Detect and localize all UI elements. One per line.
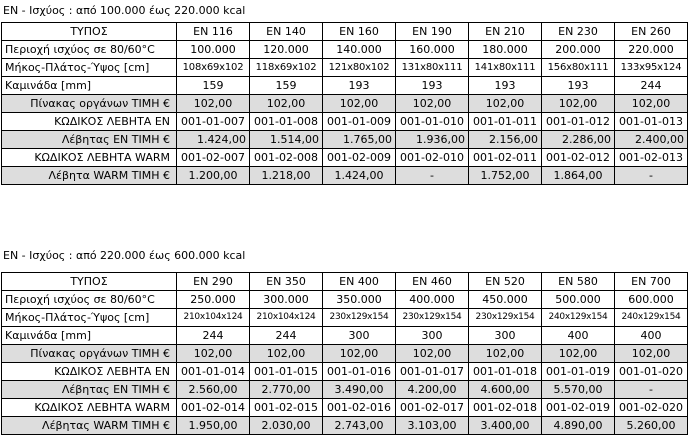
cell-value: 200.000 <box>542 41 615 59</box>
model-name: EN 400 <box>323 273 396 291</box>
cell-value: 102,00 <box>615 345 688 363</box>
cell-value: 244 <box>615 77 688 95</box>
cell-value: 450.000 <box>469 291 542 309</box>
cell-value: 400 <box>542 327 615 345</box>
row-label: Μήκος-Πλάτος-Ύψος [cm] <box>2 309 177 327</box>
cell-value: 118x69x102 <box>250 59 323 77</box>
cell-value: 193 <box>396 77 469 95</box>
model-name: EN 350 <box>250 273 323 291</box>
cell-value: 001-02-014 <box>177 399 250 417</box>
cell-value: 102,00 <box>250 95 323 113</box>
model-name: EN 520 <box>469 273 542 291</box>
cell-value: 102,00 <box>323 95 396 113</box>
cell-value: 1.514,00 <box>250 131 323 149</box>
row-label: ΚΩΔΙΚΟΣ ΛΕΒΗΤΑ WARM <box>2 399 177 417</box>
chimney-row <box>2 327 688 345</box>
cell-value: 121x80x102 <box>323 59 396 77</box>
warm-price-row <box>2 167 688 185</box>
power-row <box>2 41 688 59</box>
cell-value: 160.000 <box>396 41 469 59</box>
power-row <box>2 291 688 309</box>
cell-value: 001-02-009 <box>323 149 396 167</box>
cell-value: 001-02-012 <box>542 149 615 167</box>
panel-price-row <box>2 95 688 113</box>
cell-value: 2.156,00 <box>469 131 542 149</box>
cell-value: 001-02-010 <box>396 149 469 167</box>
row-label: Μήκος-Πλάτος-Ύψος [cm] <box>2 59 177 77</box>
cell-value: 159 <box>250 77 323 95</box>
cell-value: 102,00 <box>396 95 469 113</box>
cell-value: 102,00 <box>542 345 615 363</box>
cell-value: 102,00 <box>177 95 250 113</box>
cell-value: 1.765,00 <box>323 131 396 149</box>
cell-value: 001-01-019 <box>542 363 615 381</box>
cell-value: 1.424,00 <box>177 131 250 149</box>
cell-value: 001-02-008 <box>250 149 323 167</box>
cell-value: 001-01-018 <box>469 363 542 381</box>
cell-value: 1.752,00 <box>469 167 542 185</box>
cell-value: 001-02-016 <box>323 399 396 417</box>
cell-value: 159 <box>177 77 250 95</box>
dimensions-row <box>2 59 688 77</box>
cell-value: 230x129x154 <box>396 309 469 327</box>
en-price-row <box>2 381 688 399</box>
cell-value: 102,00 <box>177 345 250 363</box>
cell-value: 240x129x154 <box>615 309 688 327</box>
cell-value: 001-01-017 <box>396 363 469 381</box>
model-name: EN 160 <box>323 23 396 41</box>
cell-value: 001-02-011 <box>469 149 542 167</box>
cell-value: 102,00 <box>396 345 469 363</box>
model-name: EN 230 <box>542 23 615 41</box>
cell-value: 300 <box>323 327 396 345</box>
cell-value: 193 <box>323 77 396 95</box>
cell-value: 001-01-008 <box>250 113 323 131</box>
section2-title: EN - Ισχύος : από 220.000 έως 600.000 kcal <box>3 249 246 262</box>
cell-value: 001-01-009 <box>323 113 396 131</box>
model-name: EN 190 <box>396 23 469 41</box>
cell-value: - <box>396 167 469 185</box>
chimney-row <box>2 77 688 95</box>
cell-value: 244 <box>177 327 250 345</box>
cell-value: 001-01-007 <box>177 113 250 131</box>
cell-value: 4.890,00 <box>542 417 615 435</box>
panel-price-row <box>2 345 688 363</box>
cell-value: 300 <box>396 327 469 345</box>
section1-title: EN - Ισχύος : από 100.000 έως 220.000 kcal <box>3 4 246 17</box>
cell-value: 102,00 <box>323 345 396 363</box>
cell-value: 001-02-007 <box>177 149 250 167</box>
row-label: Πίνακας οργάνων ΤΙΜΗ € <box>2 345 177 363</box>
cell-value: 131x80x111 <box>396 59 469 77</box>
cell-value: - <box>615 381 688 399</box>
cell-value: 001-02-018 <box>469 399 542 417</box>
cell-value: 001-01-015 <box>250 363 323 381</box>
cell-value: 4.600,00 <box>469 381 542 399</box>
row-label: Πίνακας οργάνων ΤΙΜΗ € <box>2 95 177 113</box>
dimensions-row <box>2 309 688 327</box>
en-code-row <box>2 113 688 131</box>
cell-value: 102,00 <box>469 345 542 363</box>
cell-value: 001-01-011 <box>469 113 542 131</box>
cell-value: 001-01-010 <box>396 113 469 131</box>
model-name: EN 260 <box>615 23 688 41</box>
model-name: EN 290 <box>177 273 250 291</box>
cell-value: 2.770,00 <box>250 381 323 399</box>
cell-value: 193 <box>469 77 542 95</box>
cell-value: 001-02-019 <box>542 399 615 417</box>
cell-value: 133x95x124 <box>615 59 688 77</box>
cell-value: 001-01-012 <box>542 113 615 131</box>
cell-value: - <box>615 167 688 185</box>
section2-table <box>1 272 688 435</box>
cell-value: 102,00 <box>542 95 615 113</box>
cell-value: 1.424,00 <box>323 167 396 185</box>
section1-table <box>1 22 688 185</box>
cell-value: 100.000 <box>177 41 250 59</box>
cell-value: 001-01-016 <box>323 363 396 381</box>
cell-value: 400.000 <box>396 291 469 309</box>
cell-value: 220.000 <box>615 41 688 59</box>
cell-value: 250.000 <box>177 291 250 309</box>
cell-value: 1.200,00 <box>177 167 250 185</box>
cell-value: 500.000 <box>542 291 615 309</box>
row-label: ΚΩΔΙΚΟΣ ΛΕΒΗΤΑ WARM <box>2 149 177 167</box>
row-label: Λέβητας WARM ΤΙΜΗ € <box>2 417 177 435</box>
cell-value: 400 <box>615 327 688 345</box>
model-name: EN 116 <box>177 23 250 41</box>
cell-value: 2.400,00 <box>615 131 688 149</box>
row-label: Καμινάδα [mm] <box>2 327 177 345</box>
cell-value: 001-01-014 <box>177 363 250 381</box>
warm-code-row <box>2 399 688 417</box>
cell-value: 3.490,00 <box>323 381 396 399</box>
cell-value: 2.286,00 <box>542 131 615 149</box>
cell-value: 5.570,00 <box>542 381 615 399</box>
row-label: Λέβητα WARM ΤΙΜΗ € <box>2 167 177 185</box>
cell-value: 240x129x154 <box>542 309 615 327</box>
en-price-row <box>2 131 688 149</box>
row-label: Λέβητας EN ΤΙΜΗ € <box>2 381 177 399</box>
cell-value: 001-01-020 <box>615 363 688 381</box>
cell-value: 2.030,00 <box>250 417 323 435</box>
cell-value: 102,00 <box>250 345 323 363</box>
cell-value: 1.936,00 <box>396 131 469 149</box>
cell-value: 001-02-013 <box>615 149 688 167</box>
row-label: ΚΩΔΙΚΟΣ ΛΕΒΗΤΑ EN <box>2 113 177 131</box>
cell-value: 3.400,00 <box>469 417 542 435</box>
cell-value: 1.218,00 <box>250 167 323 185</box>
cell-value: 210x104x124 <box>177 309 250 327</box>
cell-value: 3.103,00 <box>396 417 469 435</box>
cell-value: 2.743,00 <box>323 417 396 435</box>
cell-value: 2.560,00 <box>177 381 250 399</box>
type-label: ΤΥΠΟΣ <box>2 273 177 291</box>
cell-value: 141x80x111 <box>469 59 542 77</box>
cell-value: 4.200,00 <box>396 381 469 399</box>
cell-value: 001-02-015 <box>250 399 323 417</box>
cell-value: 156x80x111 <box>542 59 615 77</box>
cell-value: 001-02-017 <box>396 399 469 417</box>
warm-price-row <box>2 417 688 435</box>
cell-value: 102,00 <box>615 95 688 113</box>
row-label: Περιοχή ισχύος σε 80/60°C <box>2 41 177 59</box>
type-label: ΤΥΠΟΣ <box>2 23 177 41</box>
model-name: EN 140 <box>250 23 323 41</box>
cell-value: 210x104x124 <box>250 309 323 327</box>
cell-value: 140.000 <box>323 41 396 59</box>
cell-value: 001-02-020 <box>615 399 688 417</box>
cell-value: 001-01-013 <box>615 113 688 131</box>
model-name: EN 700 <box>615 273 688 291</box>
cell-value: 193 <box>542 77 615 95</box>
cell-value: 120.000 <box>250 41 323 59</box>
header-row <box>2 23 688 41</box>
model-name: EN 210 <box>469 23 542 41</box>
warm-code-row <box>2 149 688 167</box>
cell-value: 350.000 <box>323 291 396 309</box>
cell-value: 300.000 <box>250 291 323 309</box>
row-label: Περιοχή ισχύος σε 80/60°C <box>2 291 177 309</box>
model-name: EN 580 <box>542 273 615 291</box>
cell-value: 300 <box>469 327 542 345</box>
cell-value: 180.000 <box>469 41 542 59</box>
cell-value: 108x69x102 <box>177 59 250 77</box>
cell-value: 230x129x154 <box>323 309 396 327</box>
cell-value: 230x129x154 <box>469 309 542 327</box>
row-label: Λέβητας EN ΤΙΜΗ € <box>2 131 177 149</box>
cell-value: 600.000 <box>615 291 688 309</box>
en-code-row <box>2 363 688 381</box>
cell-value: 5.260,00 <box>615 417 688 435</box>
header-row <box>2 273 688 291</box>
cell-value: 244 <box>250 327 323 345</box>
cell-value: 1.864,00 <box>542 167 615 185</box>
cell-value: 1.950,00 <box>177 417 250 435</box>
row-label: Καμινάδα [mm] <box>2 77 177 95</box>
model-name: EN 460 <box>396 273 469 291</box>
row-label: ΚΩΔΙΚΟΣ ΛΕΒΗΤΑ EN <box>2 363 177 381</box>
cell-value: 102,00 <box>469 95 542 113</box>
